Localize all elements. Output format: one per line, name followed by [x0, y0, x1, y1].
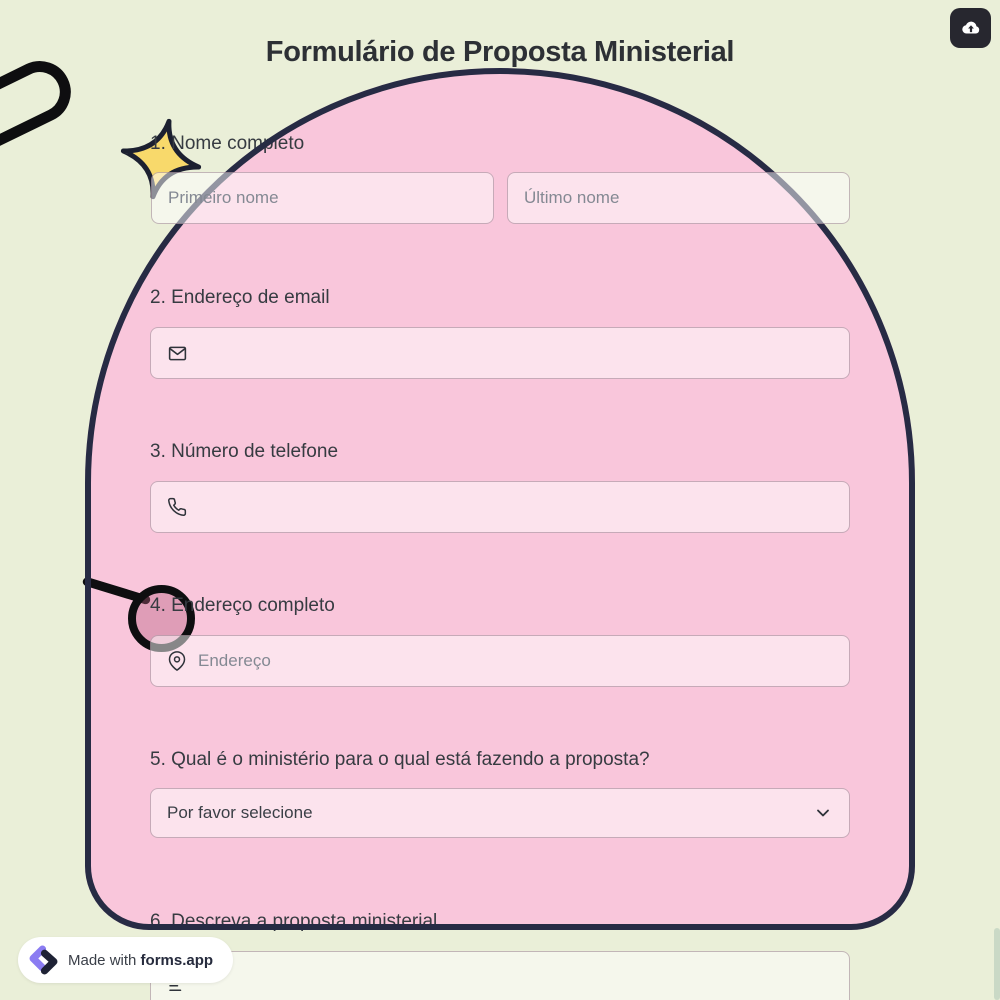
envelope-icon	[167, 343, 188, 364]
last-name-input[interactable]	[524, 188, 833, 208]
chevron-down-icon	[813, 803, 833, 823]
cloud-upload-button[interactable]	[950, 8, 991, 48]
question-label-email: 2. Endereço de email	[150, 287, 330, 308]
first-name-input[interactable]	[168, 188, 477, 208]
question-label-full-name: 1. Nome completo	[150, 133, 305, 154]
ministry-select[interactable]	[150, 788, 850, 838]
email-field[interactable]	[150, 327, 850, 379]
address-field[interactable]	[150, 635, 850, 687]
question-label-phone: 3. Número de telefone	[150, 441, 339, 462]
phone-field[interactable]	[150, 481, 850, 533]
question-label-ministry: 5. Qual é o ministério para o qual está fazendo a proposta?	[150, 749, 650, 770]
email-input[interactable]	[199, 343, 833, 363]
made-with-forms-app-badge[interactable]	[18, 937, 233, 983]
proposal-textarea[interactable]	[150, 951, 850, 1000]
address-input[interactable]	[198, 651, 833, 671]
map-pin-icon	[167, 651, 187, 671]
phone-icon	[167, 497, 187, 517]
phone-input[interactable]	[198, 497, 833, 517]
question-label-proposal: 6. Descreva a proposta ministerial	[150, 911, 438, 932]
cloud-upload-icon	[960, 17, 982, 39]
scrollbar[interactable]	[994, 928, 1000, 1000]
select-value: Por favor selecione	[167, 803, 313, 822]
forms-app-logo-icon	[28, 945, 59, 976]
pill-doodle	[0, 51, 81, 188]
made-with-text: Made with forms.app	[68, 951, 214, 969]
question-label-address: 4. Endereço completo	[150, 595, 335, 616]
forms-app-brand-text: forms.app	[140, 951, 214, 969]
page-title: Formulário de Proposta Ministerial	[265, 36, 735, 68]
first-name-field[interactable]	[151, 172, 494, 224]
last-name-field[interactable]	[507, 172, 850, 224]
